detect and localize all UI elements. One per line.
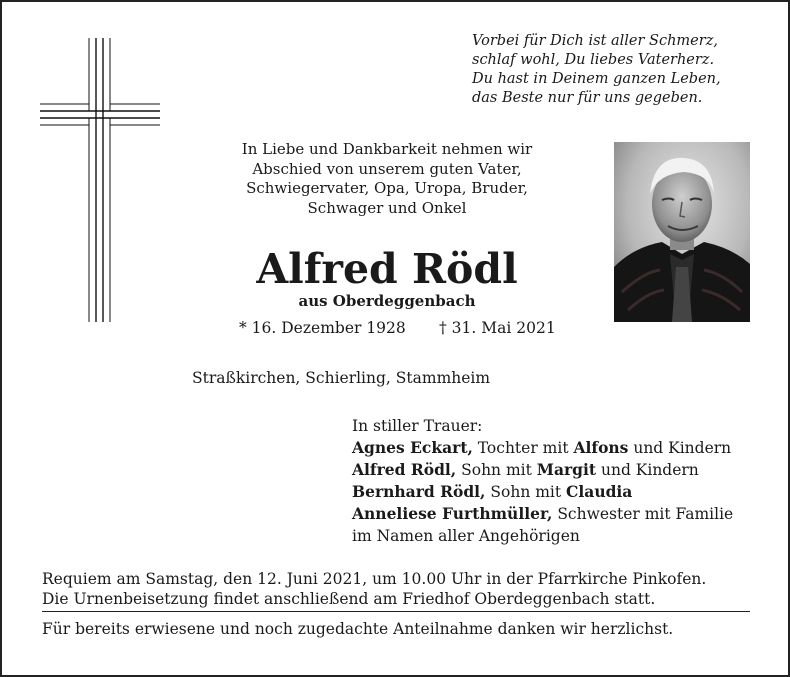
poem-line: Vorbei für Dich ist aller Schmerz,	[472, 33, 718, 49]
mourner-name: Anneliese Furthmüller,	[352, 504, 553, 523]
mourners-heading: In stiller Trauer:	[352, 417, 483, 435]
deceased-name: Alfred Rödl	[256, 245, 518, 293]
poem	[472, 32, 772, 108]
mourner-relation: Schwester mit Familie	[552, 505, 734, 523]
mourner-line	[352, 503, 772, 525]
mourner-relation: Sohn mit	[456, 461, 537, 479]
portrait-photo	[614, 142, 750, 322]
poem-line: schlaf wohl, Du liebes Vaterherz.	[472, 52, 715, 68]
mourner-relation: im Namen aller Angehörigen	[352, 527, 580, 545]
cross-icon	[40, 38, 160, 322]
thanks-note: Für bereits erwiesene und noch zugedachte Anteilnahme danken wir herzlichst.	[42, 620, 674, 638]
intro-text	[192, 140, 582, 218]
deceased-origin: aus Oberdeggenbach	[298, 292, 476, 310]
divider	[42, 611, 750, 612]
mourner-line	[352, 525, 772, 547]
intro-line: Abschied von unserem guten Vater,	[252, 159, 522, 178]
places: Straßkirchen, Schierling, Stammheim	[192, 369, 491, 387]
mourner-line	[352, 437, 772, 459]
mourner-relation: Sohn mit	[485, 483, 567, 501]
mourner-line	[352, 481, 772, 503]
poem-line: Du hast in Deinem ganzen Leben,	[472, 71, 721, 87]
mourner-partner: Margit	[536, 460, 597, 479]
intro-line: In Liebe und Dankbarkeit nehmen wir	[241, 140, 533, 158]
mourner-name: Alfred Rödl,	[352, 460, 457, 479]
requiem-info	[42, 569, 762, 609]
death-date: † 31. Mai 2021	[439, 319, 556, 337]
mourner-name: Bernhard Rödl,	[352, 482, 486, 501]
mourner-relation: und Kindern	[628, 439, 732, 457]
mourner-relation: und Kindern	[596, 461, 699, 479]
requiem-line: Requiem am Samstag, den 12. Juni 2021, um 10.00 Uhr in der Pfarrkirche Pinkofen.	[42, 570, 707, 588]
mourner-relation: Tochter mit	[472, 439, 574, 457]
requiem-line: Die Urnenbeisetzung findet anschließend am Friedhof Oberdeggenbach statt.	[42, 590, 656, 608]
birth-date: * 16. Dezember 1928	[239, 319, 406, 337]
mourner-partner: Claudia	[566, 482, 633, 501]
mourners-block	[352, 415, 772, 547]
mourner-line	[352, 459, 772, 481]
mourner-name: Agnes Eckart,	[352, 438, 473, 457]
poem-line: das Beste nur für uns gegeben.	[472, 90, 703, 106]
intro-line: Schwager und Onkel	[307, 198, 467, 217]
intro-line: Schwiegervater, Opa, Uropa, Bruder,	[246, 179, 528, 197]
mourner-partner: Alfons	[573, 438, 629, 457]
